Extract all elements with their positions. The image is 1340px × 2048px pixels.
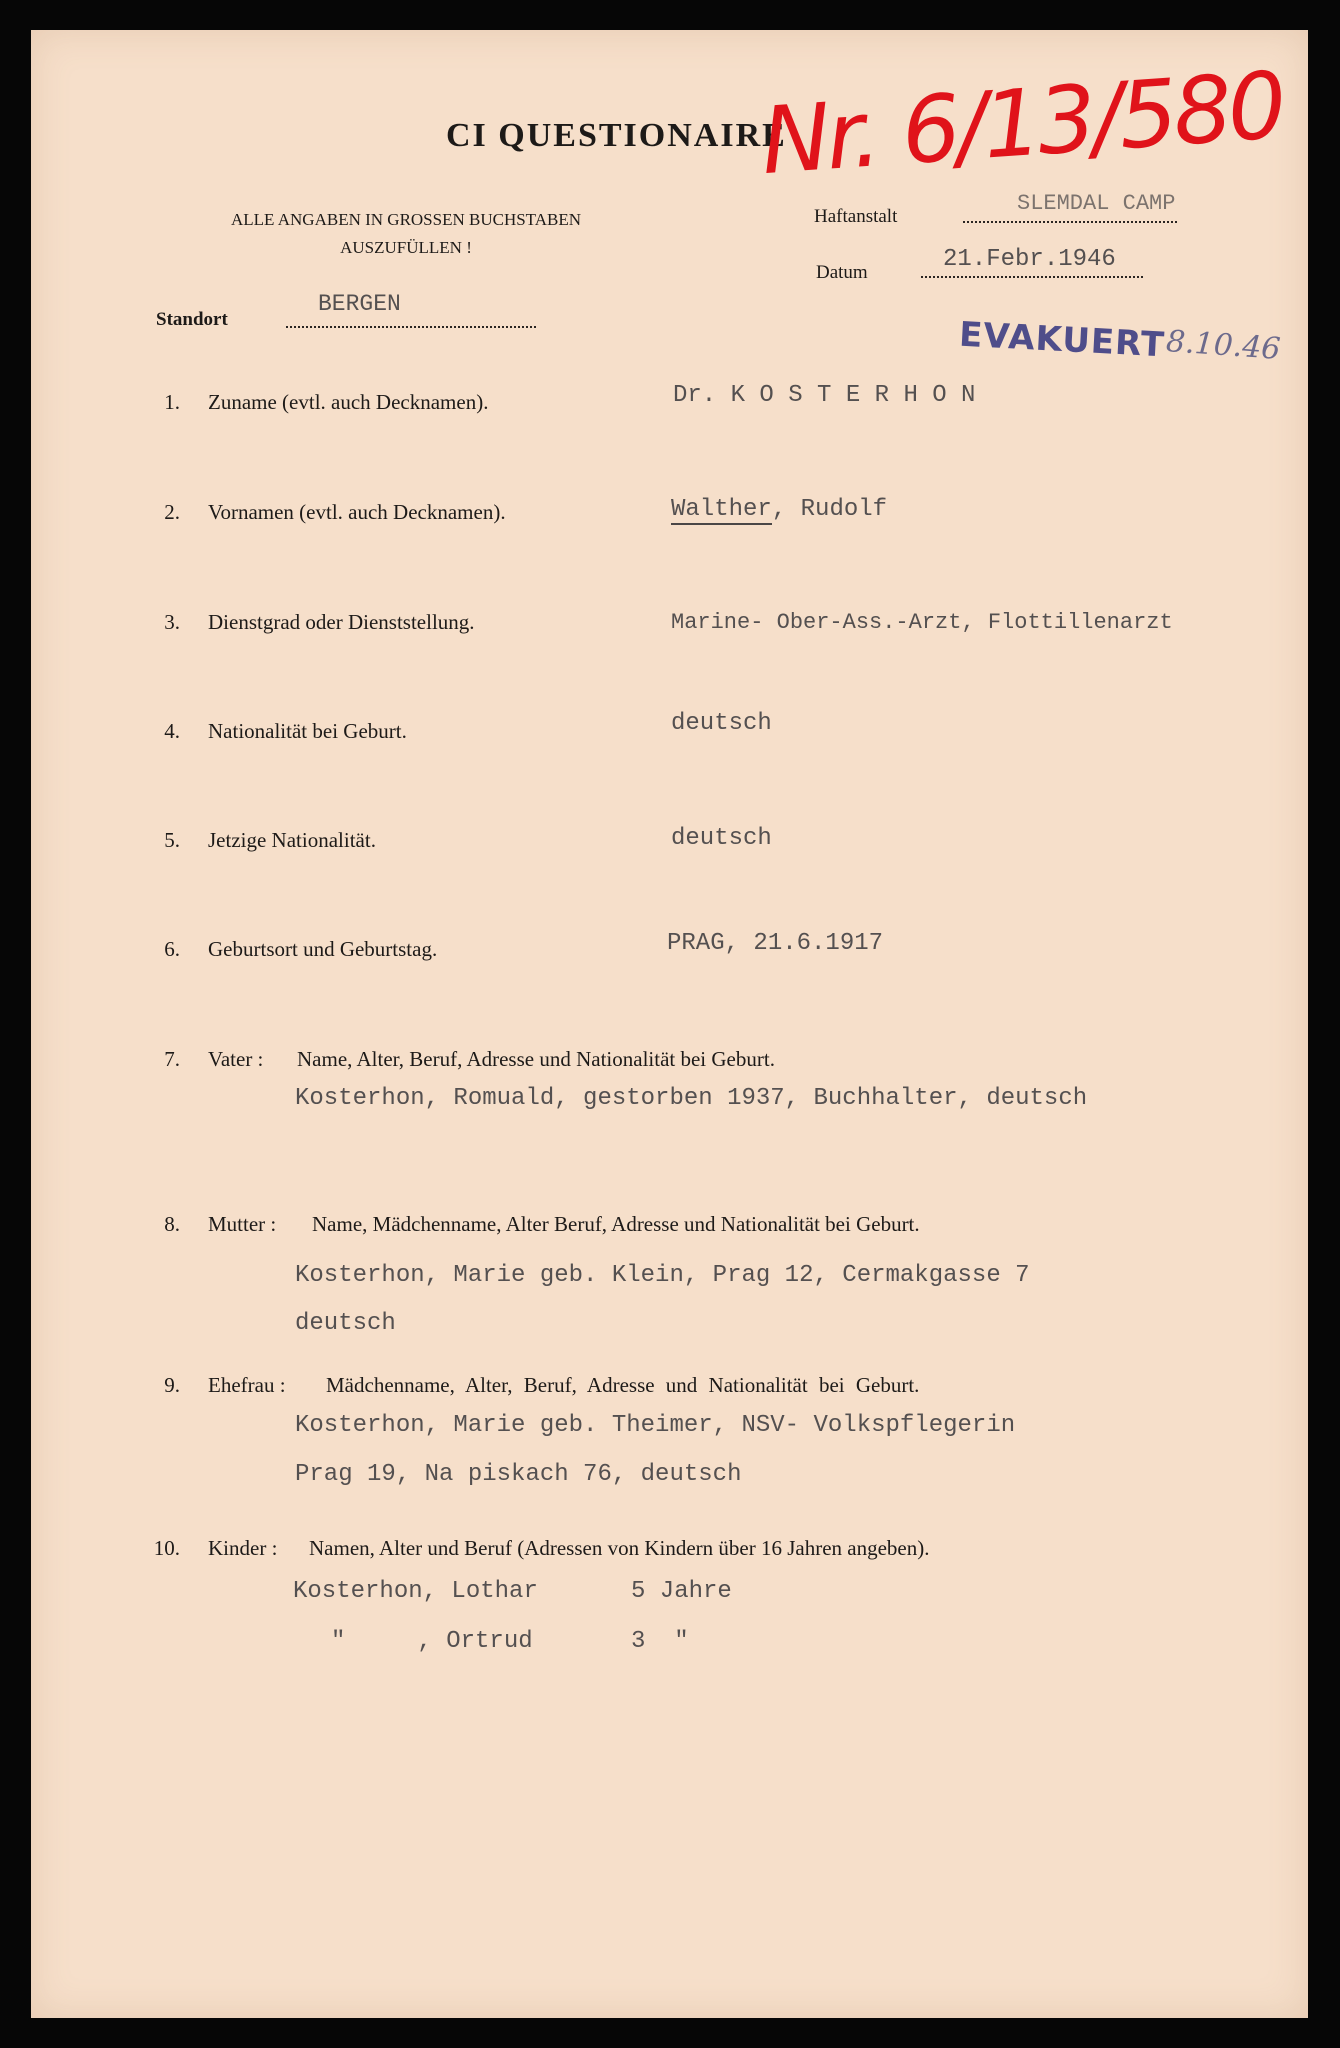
instruction-line-2: AUSZUFÜLLEN ! xyxy=(340,238,472,257)
question-4-answer: deutsch xyxy=(671,710,772,737)
question-6-number: 6. xyxy=(164,937,180,961)
file-number-annotation: Nr. 6/13/580 xyxy=(757,51,1286,196)
mutter-label: Mutter : xyxy=(208,1212,277,1236)
question-2-answer xyxy=(671,496,887,523)
mutter-instruction: Name, Mädchenname, Alter Beruf, Adresse und Nationalität bei Geburt. xyxy=(312,1212,920,1236)
vater-instruction: Name, Alter, Beruf, Adresse und Nationalität bei Geburt. xyxy=(297,1047,775,1071)
datum-value: 21.Febr.1946 xyxy=(943,246,1116,273)
kinder-row-1-name: Kosterhon, Lothar xyxy=(293,1578,538,1605)
question-4-number: 4. xyxy=(164,719,180,743)
question-1-answer: Dr. K O S T E R H O N xyxy=(673,382,976,409)
form-title: CI QUESTIONAIRE xyxy=(446,117,787,154)
kinder-instruction: Namen, Alter und Beruf (Adressen von Kindern über 16 Jahren angeben). xyxy=(309,1536,930,1560)
ehefrau-instruction: Mädchenname, Alter, Beruf, Adresse und Nationalität bei Geburt. xyxy=(326,1373,920,1397)
question-8-number: 8. xyxy=(164,1212,180,1236)
instruction-line-1: ALLE ANGABEN IN GROSSEN BUCHSTABEN xyxy=(231,210,581,229)
question-5-number: 5. xyxy=(164,828,180,852)
question-7-number: 7. xyxy=(164,1047,180,1071)
vater-label: Vater : xyxy=(208,1047,264,1071)
question-3-number: 3. xyxy=(164,610,180,634)
datum-label: Datum xyxy=(816,262,868,283)
instruction-text xyxy=(186,206,626,262)
kinder-row-2-name: " , Ortrud xyxy=(331,1628,533,1655)
question-1-number: 1. xyxy=(164,390,180,414)
evakuert-date: 8.10.46 xyxy=(1164,324,1282,367)
datum-field xyxy=(921,244,1143,278)
question-5-label: Jetzige Nationalität. xyxy=(208,828,376,852)
question-9-number: 9. xyxy=(164,1373,180,1397)
question-1-label: Zuname (evtl. auch Decknamen). xyxy=(208,390,489,414)
mutter-answer-line-2: deutsch xyxy=(295,1310,396,1337)
question-10-number: 10. xyxy=(153,1536,180,1560)
ehefrau-label: Ehefrau : xyxy=(208,1373,286,1397)
form-page xyxy=(31,30,1308,2018)
evakuert-stamp: EVAKUERT xyxy=(958,314,1166,366)
standort-field xyxy=(286,286,536,328)
kinder-row-2-age: 3 " xyxy=(631,1628,689,1655)
ehefrau-answer-line-1: Kosterhon, Marie geb. Theimer, NSV- Volkspflegerin xyxy=(295,1412,1016,1439)
question-3-answer: Marine- Ober-Ass.-Arzt, Flottillenarzt xyxy=(671,610,1173,635)
question-2-label: Vornamen (evtl. auch Decknamen). xyxy=(208,500,506,524)
question-6-label: Geburtsort und Geburtstag. xyxy=(208,937,438,961)
question-5-answer: deutsch xyxy=(671,825,772,852)
standort-value: BERGEN xyxy=(318,291,401,317)
haftanstalt-label: Haftanstalt xyxy=(814,206,898,227)
question-2-answer-underlined: Walther xyxy=(671,496,772,523)
haftanstalt-value: SLEMDAL CAMP xyxy=(1017,191,1176,216)
question-3-label: Dienstgrad oder Dienststellung. xyxy=(208,610,475,634)
question-6-answer: PRAG, 21.6.1917 xyxy=(667,930,884,957)
standort-label: Standort xyxy=(156,309,228,330)
haftanstalt-field xyxy=(963,193,1177,223)
mutter-answer-line-1: Kosterhon, Marie geb. Klein, Prag 12, Cermakgasse 7 xyxy=(295,1262,1030,1289)
kinder-row-1-age: 5 Jahre xyxy=(631,1578,732,1605)
question-2-number: 2. xyxy=(164,500,180,524)
question-2-answer-rest: , Rudolf xyxy=(771,496,888,523)
question-4-label: Nationalität bei Geburt. xyxy=(208,719,407,743)
ehefrau-answer-line-2: Prag 19, Na piskach 76, deutsch xyxy=(295,1461,742,1488)
vater-answer-line-1: Kosterhon, Romuald, gestorben 1937, Buchhalter, deutsch xyxy=(295,1085,1088,1112)
kinder-label: Kinder : xyxy=(208,1536,278,1560)
